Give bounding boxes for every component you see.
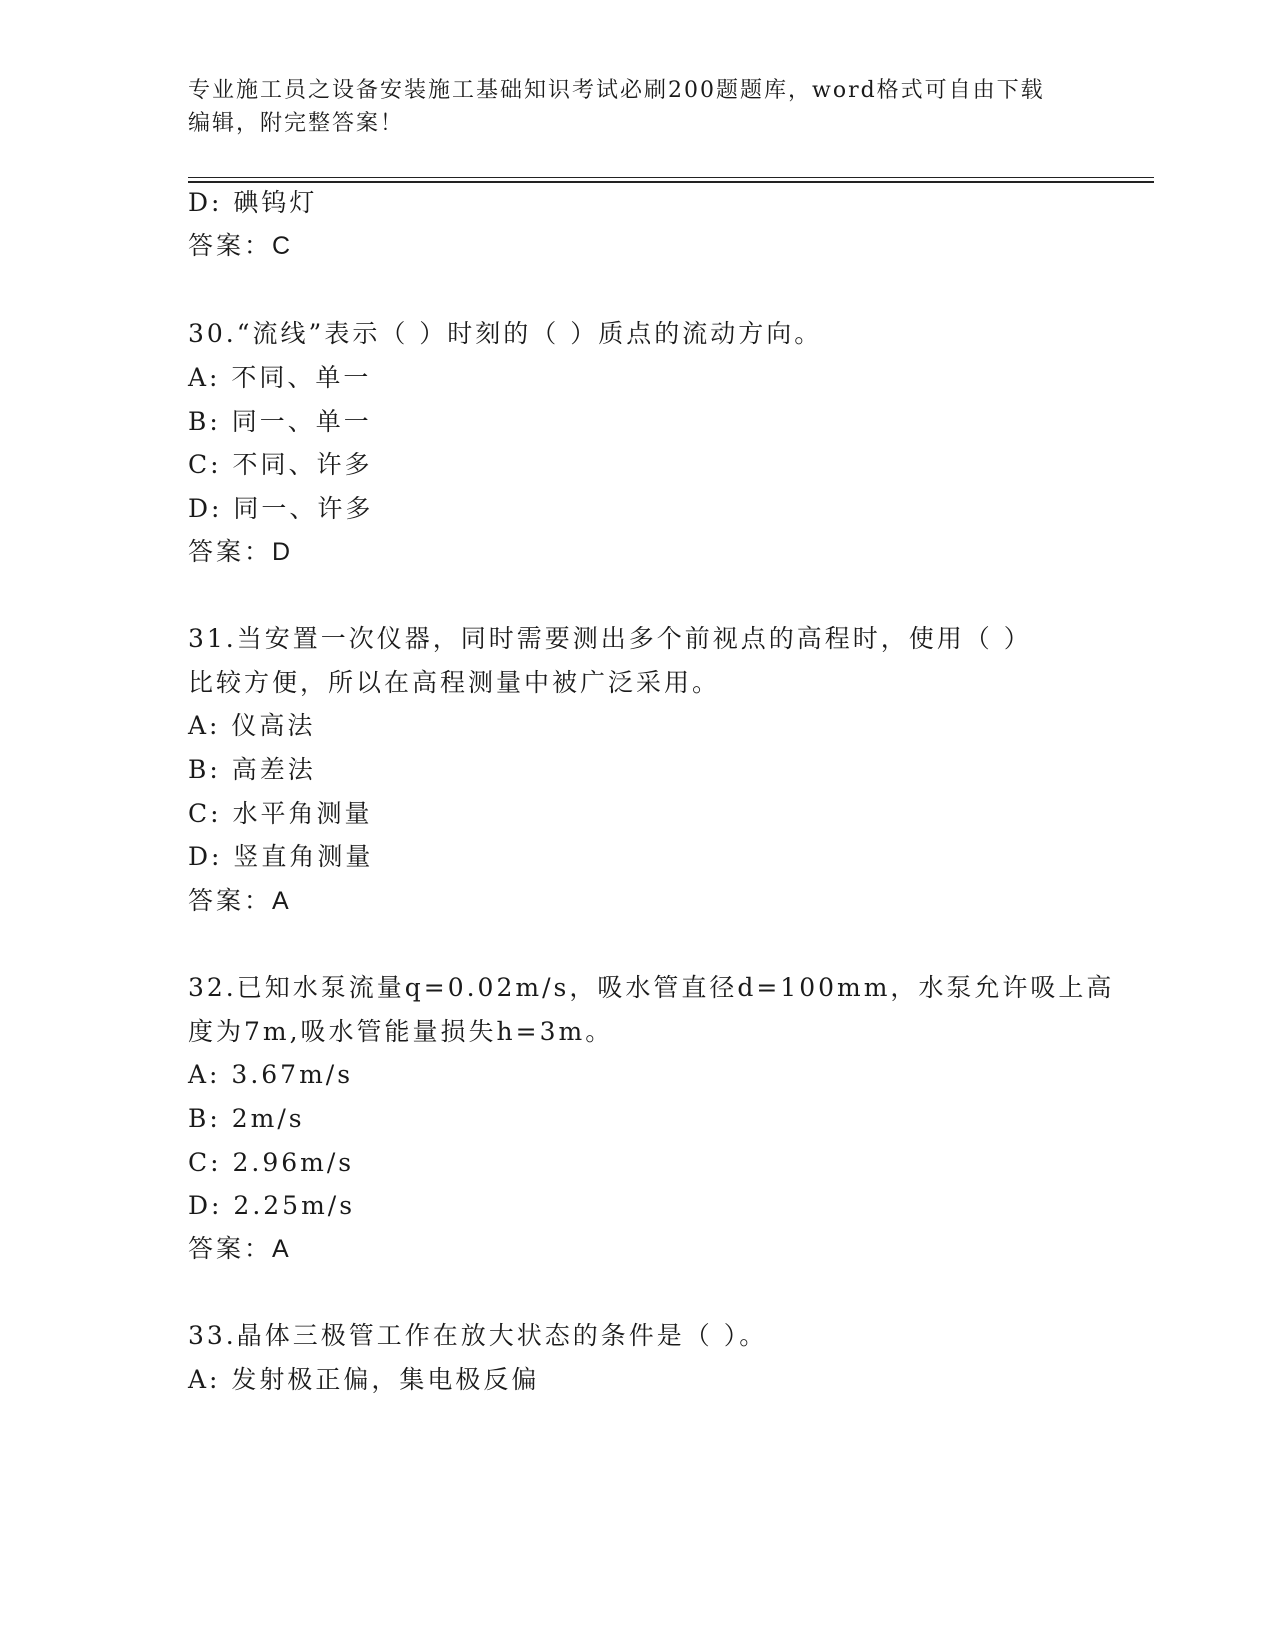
q32-option-a: A: 3.67m/s	[188, 1060, 354, 1089]
prev-option-d: D: 碘钨灯	[188, 188, 318, 217]
q31-stem-line-1: 31.当安置一次仪器，同时需要测出多个前视点的高程时，使用（ ）	[188, 624, 1032, 653]
header-title-line-2: 编辑，附完整答案！	[188, 111, 405, 136]
header-title-line-1: 专业施工员之设备安装施工基础知识考试必刷200题题库，word格式可自由下载	[188, 78, 1045, 103]
q30-option-b: B: 同一、单一	[188, 407, 372, 436]
document-header	[188, 74, 1068, 140]
q33-option-a: A: 发射极正偏，集电极反偏	[188, 1365, 540, 1394]
header-divider-thick	[188, 181, 1154, 183]
q33-stem: 33.晶体三极管工作在放大状态的条件是（ ）。	[188, 1321, 768, 1350]
q32-option-c: C: 2.96m/s	[188, 1148, 355, 1177]
q32-stem-line-2: 度为7m,吸水管能量损失h=3m。	[188, 1017, 614, 1046]
q30-option-d: D: 同一、许多	[188, 494, 374, 523]
q31-answer: 答案：A	[188, 887, 292, 915]
q31-option-a: A: 仪高法	[188, 711, 316, 740]
q30-option-a: A: 不同、单一	[188, 363, 372, 392]
header-divider-thin	[188, 177, 1154, 178]
q31-option-d: D: 竖直角测量	[188, 842, 374, 871]
q30-answer: 答案：D	[188, 538, 294, 566]
q30-option-c: C: 不同、许多	[188, 450, 373, 479]
q31-option-b: B: 高差法	[188, 755, 316, 784]
q32-option-b: B: 2m/s	[188, 1104, 305, 1133]
q32-answer: 答案：A	[188, 1235, 292, 1263]
prev-answer: 答案：C	[188, 232, 294, 260]
q32-option-d: D: 2.25m/s	[188, 1191, 356, 1220]
q31-stem-line-2: 比较方便，所以在高程测量中被广泛采用。	[188, 668, 721, 697]
q32-stem-line-1: 32.已知水泵流量q=0.02m/s，吸水管直径d=100mm，水泵允许吸上高	[188, 973, 1115, 1002]
q30-stem: 30.“流线”表示（ ）时刻的（ ）质点的流动方向。	[188, 319, 823, 348]
q31-option-c: C: 水平角测量	[188, 799, 373, 828]
